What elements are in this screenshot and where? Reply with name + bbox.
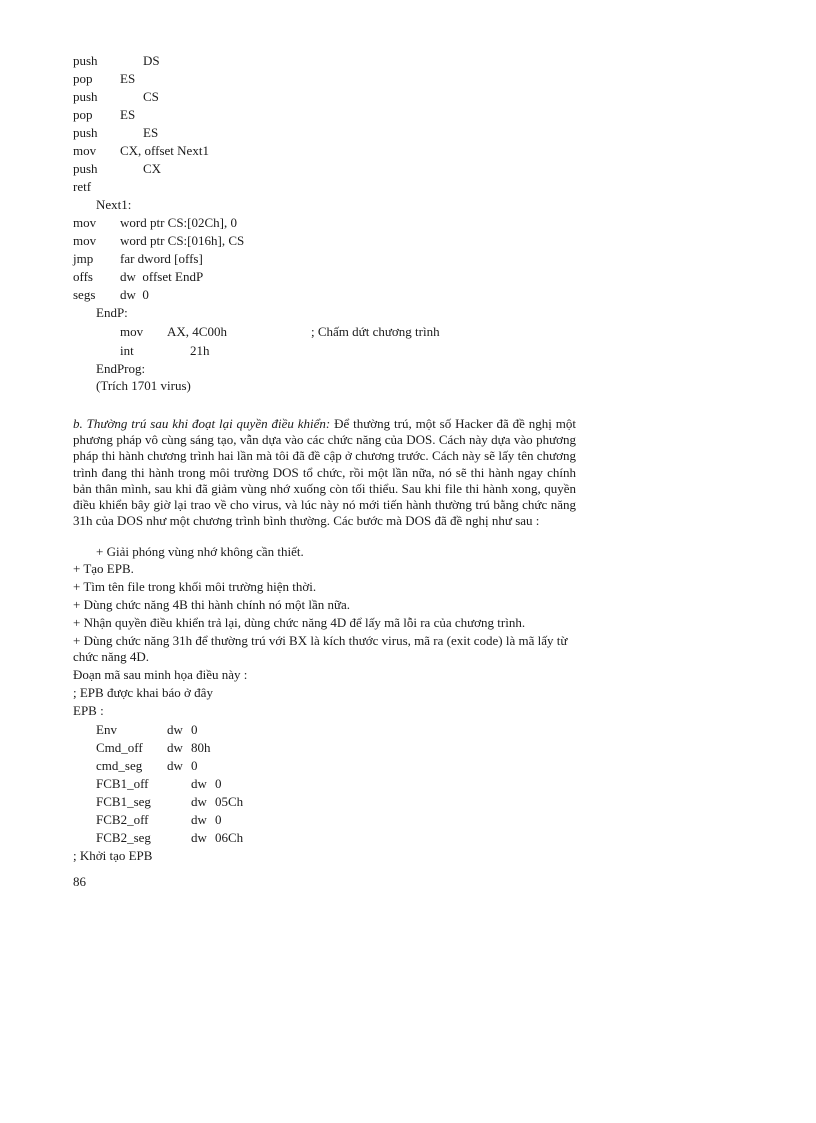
- section-b-body: Để thường trú, một số Hacker đã đề nghị một phương pháp vô cùng sáng tạo, vẫn dựa vào các chức năng của DOS. Cách này dựa vào phương pháp thi hành chương trình hai lần mà tôi đã đề cập ở chương trước. Cách này sẽ lấy tên chương trình đang thi hành trong môi trường DOS tổ chức, rồi một lần nữa, nó sẽ thi hành ngay chính bản thân mình, sau khi đã giảm vùng nhớ xuống còn tối thiểu. Sau khi file thi hành xong, quyền điều khiển bây giờ lại trao về cho virus, và lúc này nó mới tiến hành thường trú bằng chức năng 31h của DOS như một chương trình bình thường. Các bước mà DOS đã đề nghị như sau :: [73, 416, 577, 529]
- code-arg: ES: [120, 71, 136, 86]
- epb-field-type: dw: [167, 758, 183, 773]
- code-op: push: [73, 161, 98, 176]
- code-op: mov: [73, 143, 97, 158]
- code-arg: CX, offset Next1: [120, 143, 209, 158]
- code-arg: AX, 4C00h: [167, 324, 227, 339]
- code-arg: dw offset EndP: [120, 269, 204, 284]
- epb-field-type: dw: [191, 794, 207, 809]
- epb-field-name: FCB2_off: [96, 812, 149, 827]
- code-arg: word ptr CS:[02Ch], 0: [120, 215, 237, 230]
- epb-field-value: 05Ch: [215, 794, 244, 809]
- code-arg: far dword [offs]: [120, 251, 203, 266]
- epb-field-value: 0: [191, 722, 198, 737]
- code-op: push: [73, 89, 98, 104]
- source-note: (Trích 1701 virus): [96, 378, 191, 393]
- epb-field-value: 0: [215, 812, 222, 827]
- init-comment: ; Khởi tạo EPB: [73, 848, 153, 863]
- illustrate-text: Đoạn mã sau minh họa điều này :: [73, 667, 248, 682]
- epb-field-type: dw: [191, 776, 207, 791]
- code-op: jmp: [73, 251, 94, 266]
- list-item: + Nhận quyền điều khiển trả lại, dùng chức năng 4D để lấy mã lỗi ra của chương trình.: [73, 615, 526, 630]
- epb-field-name: FCB1_seg: [96, 794, 151, 809]
- code-arg: ES: [120, 107, 136, 122]
- epb-field-type: dw: [167, 722, 183, 737]
- code-op: segs: [73, 287, 96, 302]
- code-op: push: [73, 53, 98, 68]
- code-op: mov: [73, 233, 97, 248]
- code-op: retf: [73, 179, 92, 194]
- code-comment: ; Chấm dứt chương trình: [311, 324, 440, 339]
- code-op: int: [120, 343, 134, 358]
- list-item: chức năng 4D.: [73, 649, 149, 664]
- epb-label: EPB :: [73, 703, 104, 718]
- list-item: + Tìm tên file trong khối môi trường hiện thời.: [73, 579, 317, 594]
- code-op: pop: [73, 71, 93, 86]
- label-endp: EndP:: [96, 305, 128, 320]
- section-b-paragraph: [73, 416, 576, 529]
- code-arg: ES: [143, 125, 159, 140]
- code-arg: DS: [143, 53, 160, 68]
- epb-field-value: 0: [215, 776, 222, 791]
- epb-field-value: 06Ch: [215, 830, 244, 845]
- epb-field-type: dw: [191, 812, 207, 827]
- list-item: + Giải phóng vùng nhớ không cần thiết.: [96, 544, 304, 559]
- epb-field-name: cmd_seg: [96, 758, 143, 773]
- epb-field-name: Cmd_off: [96, 740, 143, 755]
- page-number: 86: [73, 874, 86, 889]
- epb-field-name: FCB1_off: [96, 776, 149, 791]
- label-next1: Next1:: [96, 197, 132, 212]
- code-op: push: [73, 125, 98, 140]
- list-item: + Dùng chức năng 31h để thường trú với BX là kích thước virus, mã ra (exit code) là mã lấy từ: [73, 633, 568, 648]
- code-arg: CX: [143, 161, 162, 176]
- epb-field-type: dw: [191, 830, 207, 845]
- list-item: + Dùng chức năng 4B thi hành chính nó một lần nữa.: [73, 597, 351, 612]
- code-op: mov: [73, 215, 97, 230]
- code-arg: CS: [143, 89, 159, 104]
- code-op: pop: [73, 107, 93, 122]
- code-arg: dw 0: [120, 287, 149, 302]
- epb-field-type: dw: [167, 740, 183, 755]
- code-arg: 21h: [190, 343, 210, 358]
- code-op: offs: [73, 269, 93, 284]
- code-op: mov: [120, 324, 144, 339]
- label-endprog: EndProg:: [96, 361, 146, 376]
- epb-field-name: Env: [96, 722, 117, 737]
- epb-field-value: 80h: [191, 740, 211, 755]
- section-b-heading: b. Thường trú sau khi đoạt lại quyền điều khiển:: [73, 416, 331, 431]
- epb-field-value: 0: [191, 758, 198, 773]
- epb-comment: ; EPB được khai báo ở đây: [73, 685, 213, 700]
- code-arg: word ptr CS:[016h], CS: [120, 233, 245, 248]
- epb-field-name: FCB2_seg: [96, 830, 151, 845]
- list-item: + Tạo EPB.: [73, 561, 134, 576]
